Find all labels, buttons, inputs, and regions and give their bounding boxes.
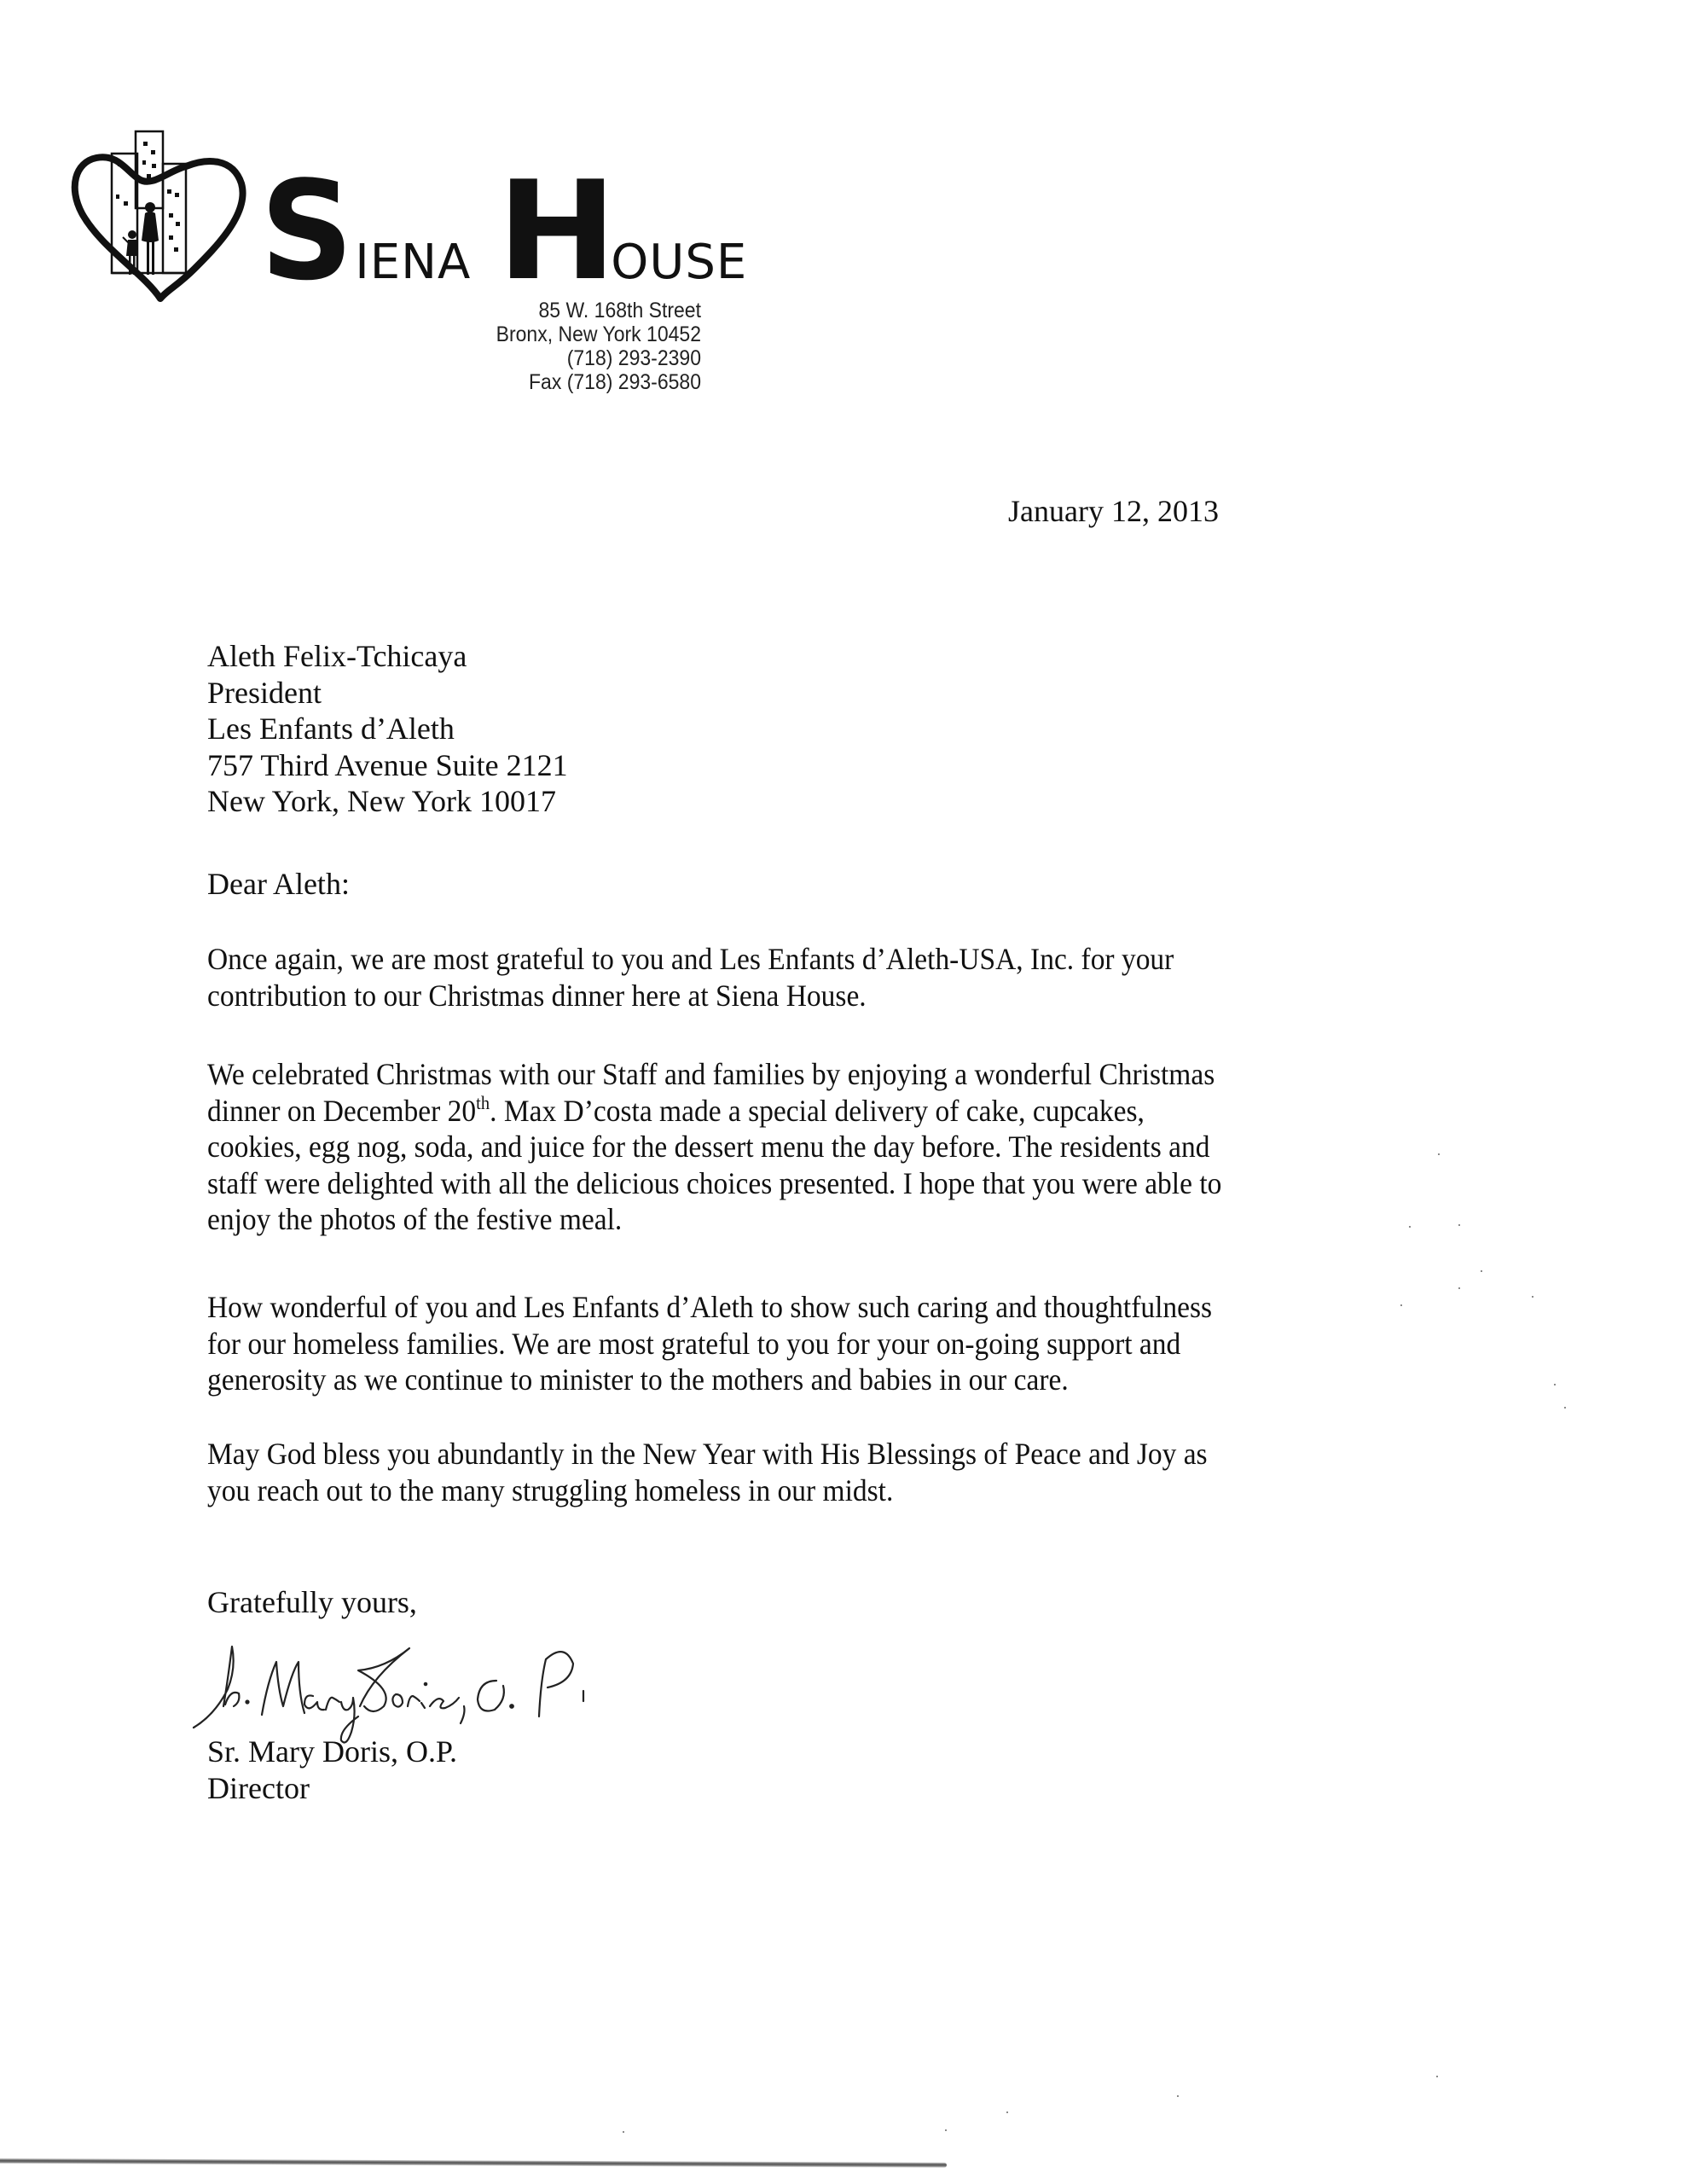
recipient-city: New York, New York 10017	[207, 784, 557, 818]
scan-speck	[945, 2129, 947, 2131]
date-text: dinner on December 20	[207, 1093, 477, 1128]
paragraph-line: cookies, egg nog, soda, and juice for the dessert menu the day before. The residents and	[207, 1130, 1210, 1164]
paragraph-1	[207, 941, 1174, 1014]
paragraph-line	[207, 1093, 1221, 1130]
complimentary-close: Gratefully yours,	[207, 1585, 417, 1619]
brand-rest-house: OUSE	[611, 235, 748, 290]
paragraph-line: you reach out to the many struggling homeless in our midst.	[207, 1472, 894, 1507]
recipient-name: Aleth Felix-Tchicaya	[207, 639, 467, 673]
paragraph-line: for our homeless families. We are most grateful to you for your on-going support and	[207, 1326, 1181, 1361]
address-phone: (718) 293-2390	[566, 346, 701, 370]
scan-speck	[623, 2131, 624, 2133]
brand-initial-s: S	[260, 151, 351, 311]
scan-speck	[1564, 1407, 1566, 1409]
paragraph-line: staff were delighted with all the delicious choices presented. I hope that you were able to	[207, 1165, 1222, 1200]
recipient-title: President	[207, 675, 322, 710]
siena-house-logo-icon	[67, 119, 254, 303]
brand-rest-siena: IENA	[355, 235, 472, 290]
scan-speck	[1177, 2095, 1179, 2097]
signer-name: Sr. Mary Doris, O.P.	[207, 1734, 458, 1769]
line-continuation: . Max D’costa made a special delivery of cake, cupcakes,	[490, 1093, 1145, 1128]
recipient-street: 757 Third Avenue Suite 2121	[207, 747, 568, 782]
paragraph-line: contribution to our Christmas dinner here at Siena House.	[207, 978, 867, 1013]
handwritten-signature	[189, 1621, 718, 1749]
scan-speck	[1532, 1296, 1533, 1298]
signer-block	[207, 1734, 457, 1806]
paragraph-line: How wonderful of you and Les Enfants d’Aleth to show such caring and thoughtfulness	[207, 1290, 1213, 1324]
building-right	[163, 164, 186, 273]
paragraph-2	[207, 1056, 1221, 1238]
paragraph-4	[207, 1436, 1208, 1508]
scan-speck	[1554, 1384, 1556, 1385]
scan-edge-line	[0, 2158, 947, 2168]
letterhead-address	[425, 299, 701, 394]
brand-initial-h: H	[497, 151, 614, 311]
recipient-block	[207, 638, 568, 820]
scan-speck	[1400, 1304, 1402, 1306]
scan-speck	[1458, 1224, 1460, 1226]
address-city: Bronx, New York 10452	[496, 322, 701, 346]
recipient-organization: Les Enfants d’Aleth	[207, 712, 455, 746]
address-fax: Fax (718) 293-6580	[528, 370, 701, 394]
address-street: 85 W. 168th Street	[538, 299, 701, 322]
building-center	[136, 131, 163, 208]
scan-speck	[1436, 2076, 1438, 2077]
paragraph-line: Once again, we are most grateful to you and Les Enfants d’Aleth-USA, Inc. for your	[207, 942, 1174, 976]
ordinal-suffix: th	[476, 1091, 490, 1113]
signer-title: Director	[207, 1770, 310, 1805]
scan-speck	[1409, 1226, 1411, 1228]
scan-speck	[1006, 2111, 1008, 2113]
scan-speck	[1481, 1270, 1482, 1272]
paragraph-line: May God bless you abundantly in the New Year with His Blessings of Peace and Joy as	[207, 1437, 1208, 1471]
letter-date: January 12, 2013	[1008, 494, 1219, 528]
scan-speck	[1438, 1153, 1440, 1155]
paragraph-line: We celebrated Christmas with our Staff and families by enjoying a wonderful Christmas	[207, 1057, 1215, 1091]
paragraph-3	[207, 1289, 1212, 1398]
paragraph-line: generosity as we continue to minister to the mothers and babies in our care.	[207, 1362, 1069, 1397]
paragraph-line: enjoy the photos of the festive meal.	[207, 1202, 623, 1236]
scan-speck	[1458, 1287, 1460, 1289]
salutation: Dear Aleth:	[207, 867, 350, 901]
